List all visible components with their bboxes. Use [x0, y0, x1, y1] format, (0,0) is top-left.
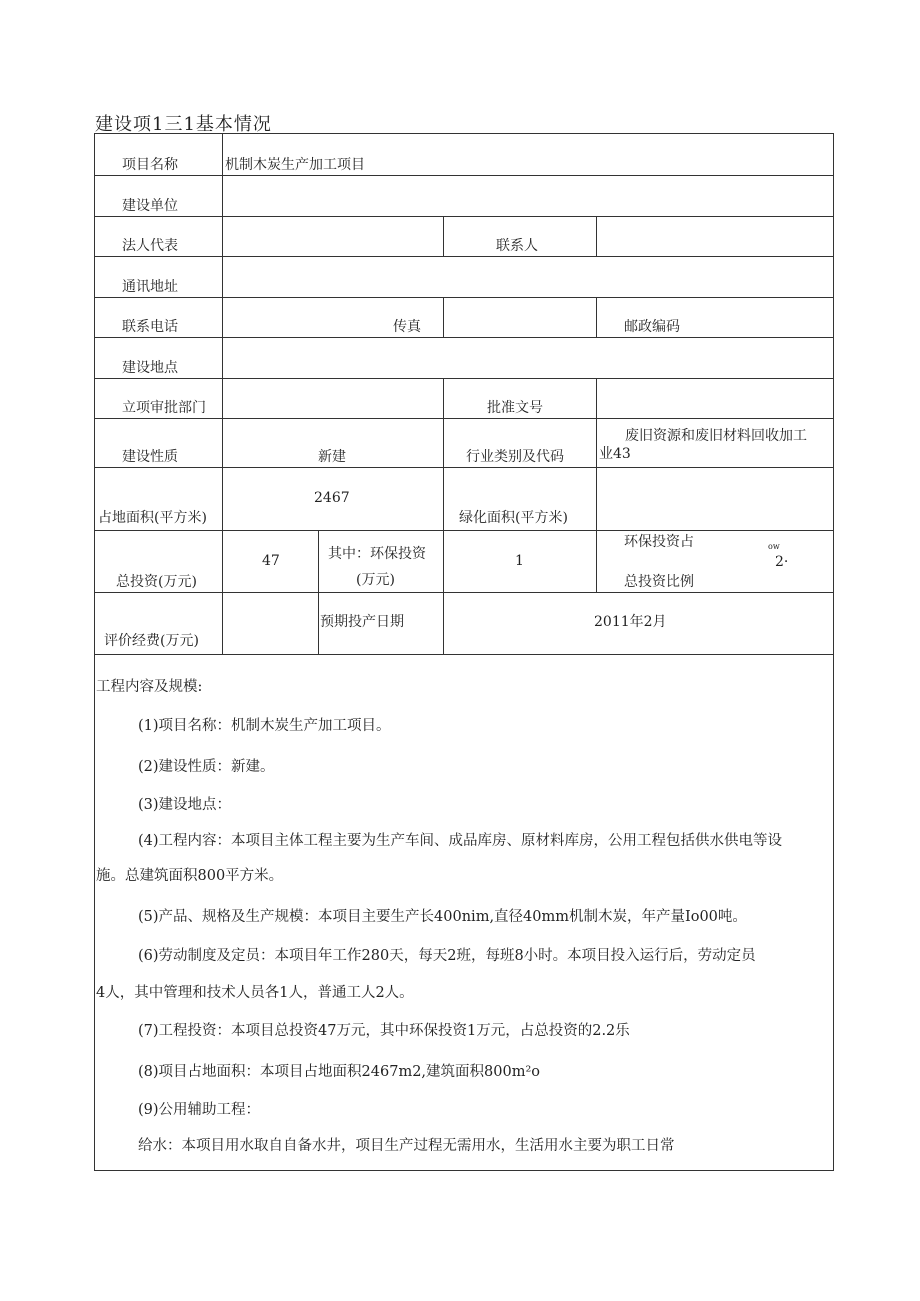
start-date-value: 2011年2月 [594, 614, 667, 630]
content-item: 4人，其中管理和技术人员各1人，普通工人2人。 [96, 985, 414, 1001]
project-name-label: 项目名称 [122, 157, 178, 173]
env-ratio-small: ow [768, 542, 780, 551]
row-divider [94, 654, 834, 655]
total-invest-label: 总投资(万元) [116, 574, 197, 590]
row-divider [94, 592, 834, 593]
start-date-label: 预期投产日期 [320, 614, 404, 630]
env-ratio-label-line2: 总投资比例 [624, 574, 694, 590]
industry-value-line2: 业43 [599, 446, 631, 462]
section-title: 建设项1三1基本情况 [95, 114, 272, 135]
row-divider [94, 256, 834, 257]
env-invest-label-line1: 其中：环保投资 [328, 546, 426, 562]
row-divider [94, 418, 834, 419]
builder-label: 建设单位 [122, 198, 178, 214]
row-divider [94, 297, 834, 298]
row-divider [94, 467, 834, 468]
env-ratio-value: 2· [775, 554, 789, 570]
basic-info-table [94, 133, 834, 1171]
fax-label: 传真 [393, 319, 421, 335]
industry-value-line1: 废旧资源和废旧材料回收加工 [625, 428, 807, 444]
nature-value: 新建 [318, 449, 346, 465]
row-divider [94, 530, 834, 531]
content-item: (3)建设地点： [138, 797, 232, 813]
col-divider [443, 378, 444, 530]
col-divider [443, 297, 444, 337]
row-divider [94, 175, 834, 176]
contact-label: 联系人 [496, 238, 538, 254]
row-divider [94, 378, 834, 379]
area-label: 占地面积(平方米) [98, 510, 207, 526]
project-name-value: 机制木炭生产加工项目 [225, 157, 365, 173]
content-item: (4)工程内容：本项目主体工程主要为生产车间、成品库房、原材料库房，公用工程包括供水供电等设 [138, 833, 783, 849]
site-label: 建设地点 [122, 360, 178, 376]
content-item: (2)建设性质：新建。 [138, 759, 275, 775]
approval-no-label: 批准文号 [487, 400, 543, 416]
row-divider [94, 337, 834, 338]
content-heading: 工程内容及规模: [96, 679, 203, 695]
area-value: 2467 [314, 490, 350, 506]
env-invest-label-line2: (万元) [356, 572, 395, 588]
content-item: (1)项目名称：机制木炭生产加工项目。 [138, 718, 391, 734]
content-item: 施。总建筑面积800平方米。 [96, 868, 284, 884]
eval-cost-label: 评价经费(万元) [104, 633, 199, 649]
postcode-label: 邮政编码 [624, 319, 680, 335]
content-item: (9)公用辅助工程： [138, 1102, 261, 1118]
row-divider [94, 216, 834, 217]
content-item: (7)工程投资：本项目总投资47万元，其中环保投资1万元，占总投资的2.2乐 [138, 1023, 630, 1039]
content-item: (6)劳动制度及定员：本项目年工作280天，每天2班，每班8小时。本项目投入运行后，劳动定员 [138, 948, 756, 964]
col-divider [318, 530, 319, 654]
address-label: 通讯地址 [122, 279, 178, 295]
col-divider [222, 133, 223, 654]
col-divider [596, 216, 597, 256]
col-divider [443, 530, 444, 654]
total-invest-value: 47 [262, 553, 280, 569]
col-divider [443, 216, 444, 256]
approval-dept-label: 立项审批部门 [122, 400, 206, 416]
green-area-label: 绿化面积(平方米) [459, 510, 568, 526]
col-divider [596, 297, 597, 337]
phone-label: 联系电话 [122, 319, 178, 335]
col-divider [596, 378, 597, 530]
legal-rep-label: 法人代表 [122, 238, 178, 254]
content-item: (5)产品、规格及生产规模：本项目主要生产长400nim,直径40mm机制木炭，年产量Io00吨。 [138, 909, 747, 925]
nature-label: 建设性质 [122, 449, 178, 465]
col-divider [596, 530, 597, 592]
content-item: 给水：本项目用水取自自备水井，项目生产过程无需用水，生活用水主要为职工日常 [138, 1138, 675, 1154]
env-ratio-label-line1: 环保投资占 [624, 534, 694, 550]
industry-label: 行业类别及代码 [466, 449, 564, 465]
env-invest-value: 1 [515, 553, 524, 569]
content-item: (8)项目占地面积：本项目占地面积2467m2,建筑面积800m²o [138, 1064, 540, 1080]
